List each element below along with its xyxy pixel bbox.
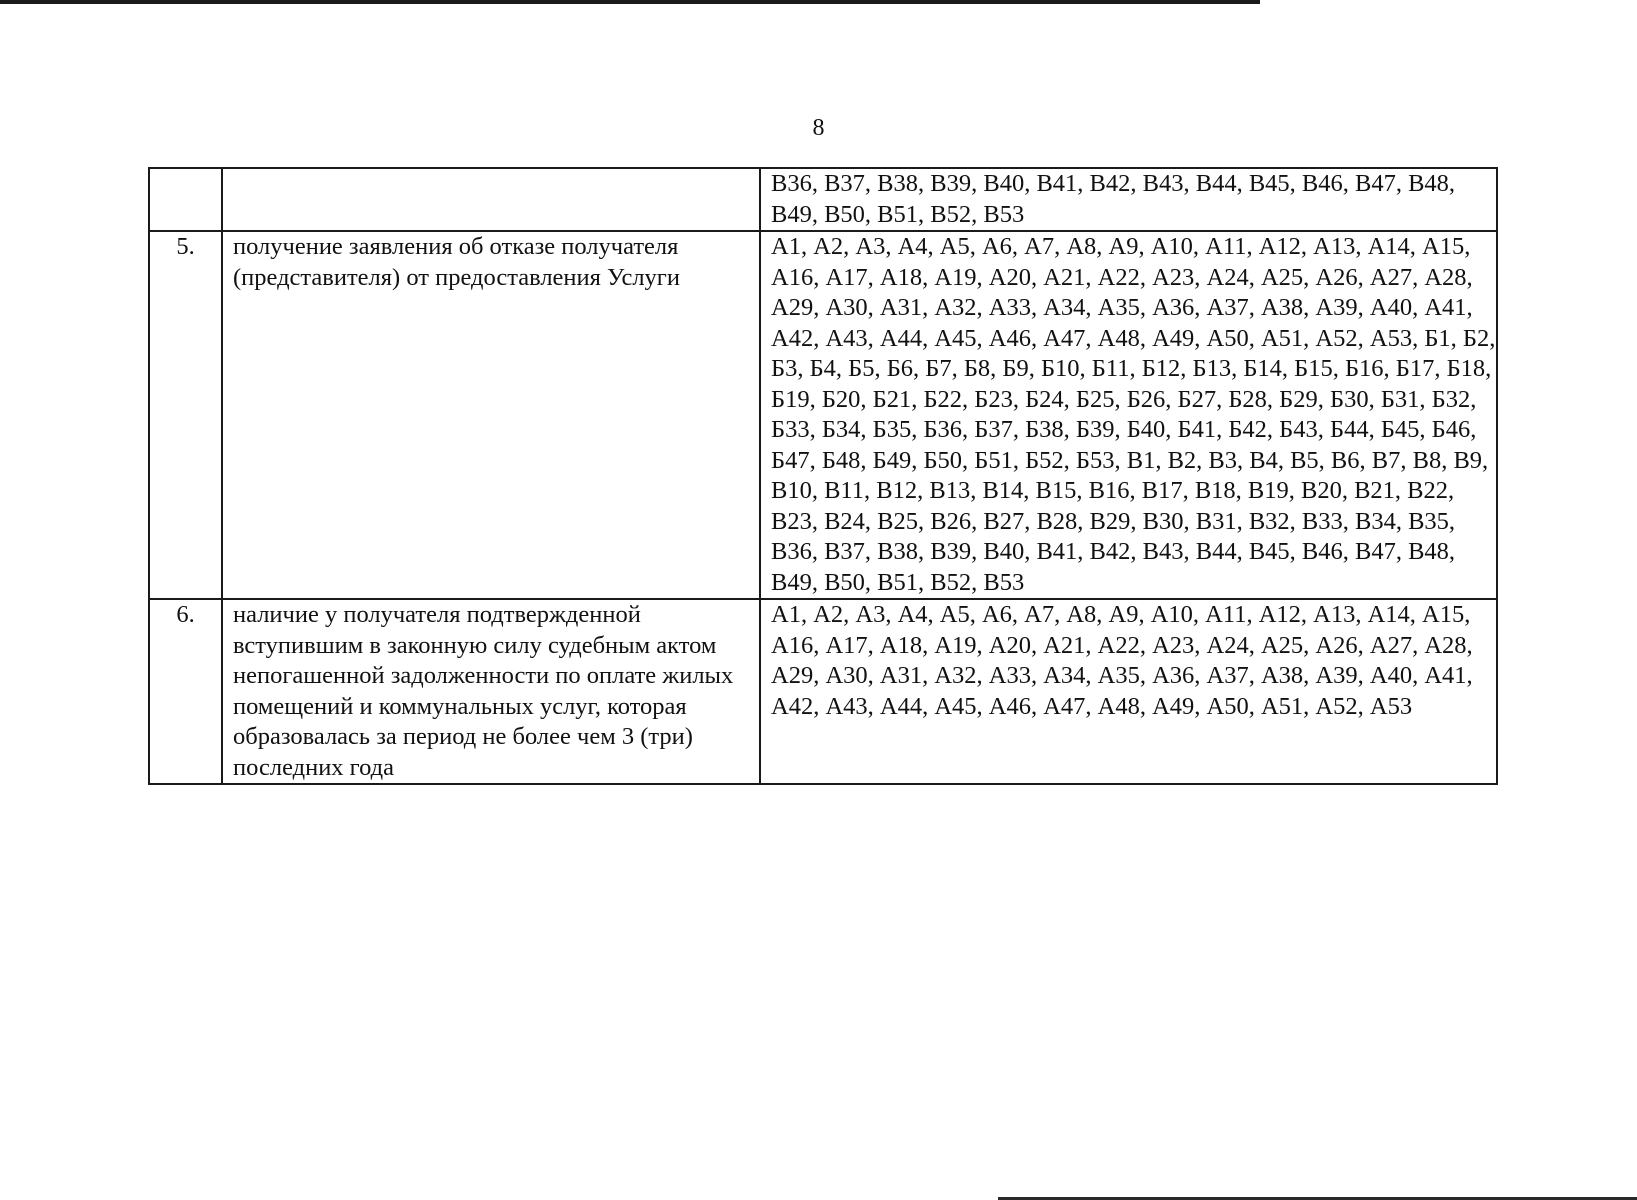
scan-edge-top: [0, 0, 1260, 4]
table-row: [149, 231, 1497, 599]
row-description: [222, 168, 760, 231]
table-row: [149, 168, 1497, 231]
row-codes: А1, А2, А3, А4, А5, А6, А7, А8, А9, А10, А11, А12, А13, А14, А15, А16, А17, А18, А19, А20, А21, А22, А23, А24, А25, А26, А27, А28, А29, А30, А31, А32, А33, А34, А35, А36, А37, А38, А39, А40, А41, А42, А43, А44, А45, А46, А47, А48, А49, А50, А51, А52, А53: [760, 599, 1497, 784]
page-number: 8: [812, 115, 825, 141]
row-number: 6.: [149, 599, 222, 784]
row-number: [149, 168, 222, 231]
row-codes: В36, В37, В38, В39, В40, В41, В42, В43, В44, В45, В46, В47, В48, В49, В50, В51, В52, В53: [760, 168, 1497, 231]
table-row: [149, 599, 1497, 784]
row-codes: А1, А2, А3, А4, А5, А6, А7, А8, А9, А10, А11, А12, А13, А14, А15, А16, А17, А18, А19, А20, А21, А22, А23, А24, А25, А26, А27, А28, А29, А30, А31, А32, А33, А34, А35, А36, А37, А38, А39, А40, А41, А42, А43, А44, А45, А46, А47, А48, А49, А50, А51, А52, А53, Б1, Б2, Б3, Б4, Б5, Б6, Б7, Б8, Б9, Б10, Б11, Б12, Б13, Б14, Б15, Б16, Б17, Б18, Б19, Б20, Б21, Б22, Б23, Б24, Б25, Б26, Б27, Б28, Б29, Б30, Б31, Б32, Б33, Б34, Б35, Б36, Б37, Б38, Б39, Б40, Б41, Б42, Б43, Б44, Б45, Б46, Б47, Б48, Б49, Б50, Б51, Б52, Б53, В1, В2, В3, В4, В5, В6, В7, В8, В9, В10, В11, В12, В13, В14, В15, В16, В17, В18, В19, В20, В21, В22, В23, В24, В25, В26, В27, В28, В29, В30, В31, В32, В33, В34, В35, В36, В37, В38, В39, В40, В41, В42, В43, В44, В45, В46, В47, В48, В49, В50, В51, В52, В53: [760, 231, 1497, 599]
row-description: наличие у получателя подтвержденной вступившим в законную силу судебным актом непогашенной задолженности по оплате жилых помещений и коммунальных услуг, которая образовалась за период не более чем 3 (три) последних года: [222, 599, 760, 784]
row-description: получение заявления об отказе получателя (представителя) от предоставления Услуги: [222, 231, 760, 599]
document-table: [148, 167, 1498, 785]
row-number: 5.: [149, 231, 222, 599]
